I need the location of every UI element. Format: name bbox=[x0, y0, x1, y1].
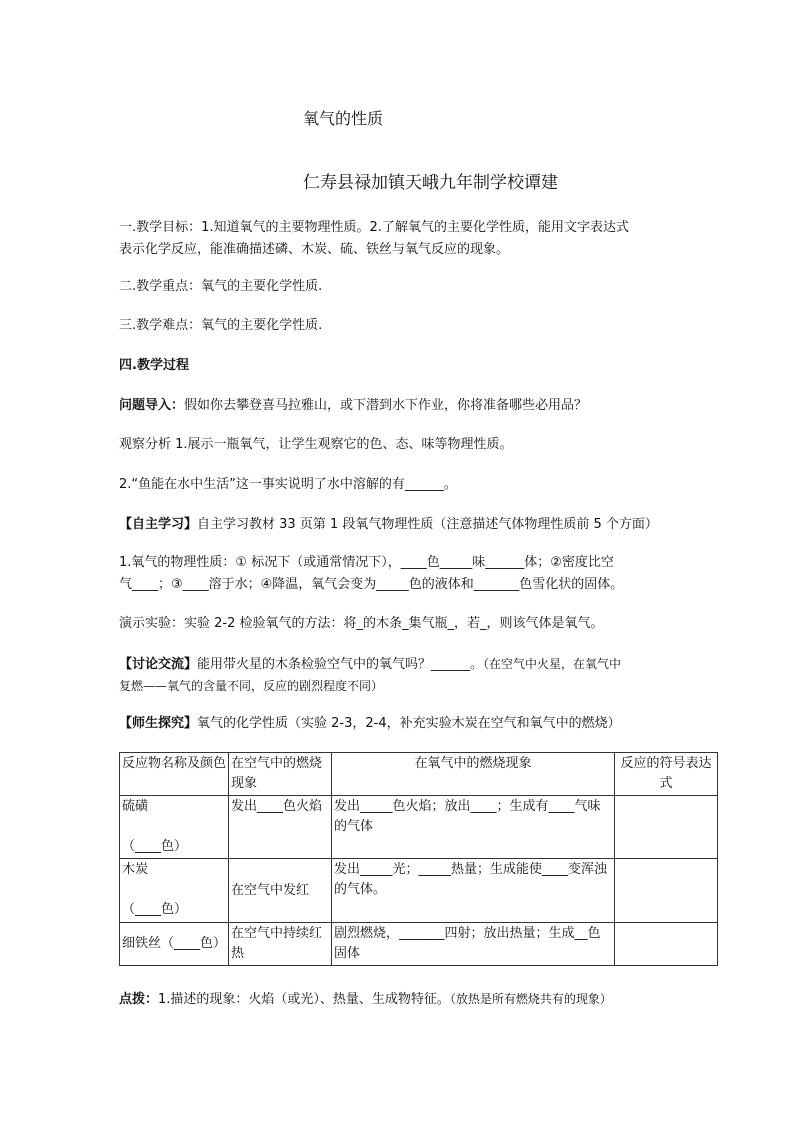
air-text: 在空气中发红 bbox=[231, 882, 310, 898]
table-row bbox=[120, 923, 718, 966]
discussion-line bbox=[119, 653, 621, 676]
oxygen-cell: 发出_____色火焰；放出____；生成有____气味的气体 bbox=[332, 796, 615, 859]
reaction-table bbox=[119, 752, 718, 966]
discussion-note-2: 复燃——氧气的含量不同，反应的剧烈程度不同） bbox=[119, 679, 384, 693]
goals-line-2: 表示化学反应，能准确描述磷、木炭、硫、铁丝与氧气反应的现象。 bbox=[119, 242, 510, 257]
process-heading: 四.教学过程 bbox=[119, 358, 189, 373]
reactant-name: 硫磺 bbox=[122, 799, 149, 814]
header-air: 在空气中的燃烧现象 bbox=[229, 753, 332, 796]
explore-label: 【师生探究】 bbox=[119, 716, 198, 731]
self-study-text: 自主学习教材 33 页第 1 段氧气物理性质（注意描述气体物理性质前 5 个方面） bbox=[197, 517, 658, 532]
observe-line: 观察分析 1.展示一瓶氧气，让学生观察它的色、态、味等物理性质。 bbox=[119, 437, 513, 452]
reactant-cell bbox=[120, 923, 229, 966]
tip-note: （放热是所有燃烧共有的现象） bbox=[449, 992, 612, 1006]
reactant-name: 木炭 bbox=[122, 862, 149, 877]
air-cell: 发出____色火焰 bbox=[229, 796, 332, 859]
fish-question: 2.“鱼能在水中生活”这一事实说明了水中溶解的有______。 bbox=[119, 477, 457, 492]
tip-text: 1.描述的现象：火焰（或光）、热量、生成物特征。 bbox=[158, 992, 450, 1007]
author-line: 仁寿县禄加镇天峨九年制学校谭建 bbox=[303, 173, 558, 193]
difficulty: 三.教学难点：氧气的主要化学性质. bbox=[119, 318, 323, 333]
tip-label: 点拨： bbox=[119, 992, 159, 1007]
oxygen-cell: 发出_____光；_____热量；生成能使____变浑浊的气体。 bbox=[332, 859, 615, 923]
formula-cell bbox=[615, 796, 718, 859]
intro-label: 问题导入： bbox=[119, 398, 185, 413]
self-study-line bbox=[119, 514, 658, 536]
air-cell bbox=[229, 859, 332, 923]
intro-question bbox=[119, 395, 587, 417]
goals-line-1: 一.教学目标：1.知道氧气的主要物理性质。2.了解氧气的主要化学性质，能用文字表达式 bbox=[119, 220, 629, 235]
formula-cell bbox=[615, 859, 718, 923]
table-row bbox=[120, 859, 718, 923]
intro-text: 假如你去攀登喜马拉雅山，或下潜到水下作业，你将准备哪些必用品？ bbox=[184, 398, 588, 413]
table-row bbox=[120, 796, 718, 859]
self-study-label: 【自主学习】 bbox=[119, 517, 198, 532]
discussion-note-1: （在空气中火星，在氧气中 bbox=[483, 657, 622, 671]
explore-line bbox=[119, 713, 621, 735]
reactant-cell bbox=[120, 859, 229, 923]
reactant-color: （____色） bbox=[122, 839, 188, 854]
formula-cell bbox=[615, 923, 718, 966]
header-oxygen: 在氧气中的燃烧现象 bbox=[332, 753, 615, 796]
air-cell: 在空气中持续红热 bbox=[229, 923, 332, 966]
physical-properties-line-2: 气____；③____溶于水；④降温，氧气会变为_____色的液体和_______色雪化状的固体。 bbox=[119, 577, 624, 592]
reactant-cell bbox=[120, 796, 229, 859]
reactant-name: 细铁丝（____色） bbox=[122, 936, 227, 951]
header-reactant: 反应物名称及颜色 bbox=[120, 753, 229, 796]
key-point: 二.教学重点：氧气的主要化学性质. bbox=[119, 279, 323, 294]
discussion-text: 能用带火星的木条检验空气中的氧气吗？______。 bbox=[197, 657, 484, 672]
tip-line bbox=[119, 988, 612, 1011]
reactant-color: （____色） bbox=[122, 902, 188, 917]
physical-properties-line-1: 1.氧气的物理性质：① 标况下（或通常情况下），____色_____味______体；②密度比空 bbox=[119, 555, 614, 570]
oxygen-cell: 剧烈燃烧，_______四射；放出热量；生成__色固体 bbox=[332, 923, 615, 966]
table-header-row bbox=[120, 753, 718, 796]
header-formula: 反应的符号表达式 bbox=[615, 753, 718, 796]
explore-text: 氧气的化学性质（实验 2-3，2-4，补充实验木炭在空气和氧气中的燃烧） bbox=[197, 716, 621, 731]
demo-experiment: 演示实验：实验 2-2 检验氧气的方法：将_的木条_集气瓶_，若_，则该气体是氧气。 bbox=[119, 616, 604, 631]
discussion-label: 【讨论交流】 bbox=[119, 657, 198, 672]
document-title: 氧气的性质 bbox=[303, 109, 384, 128]
